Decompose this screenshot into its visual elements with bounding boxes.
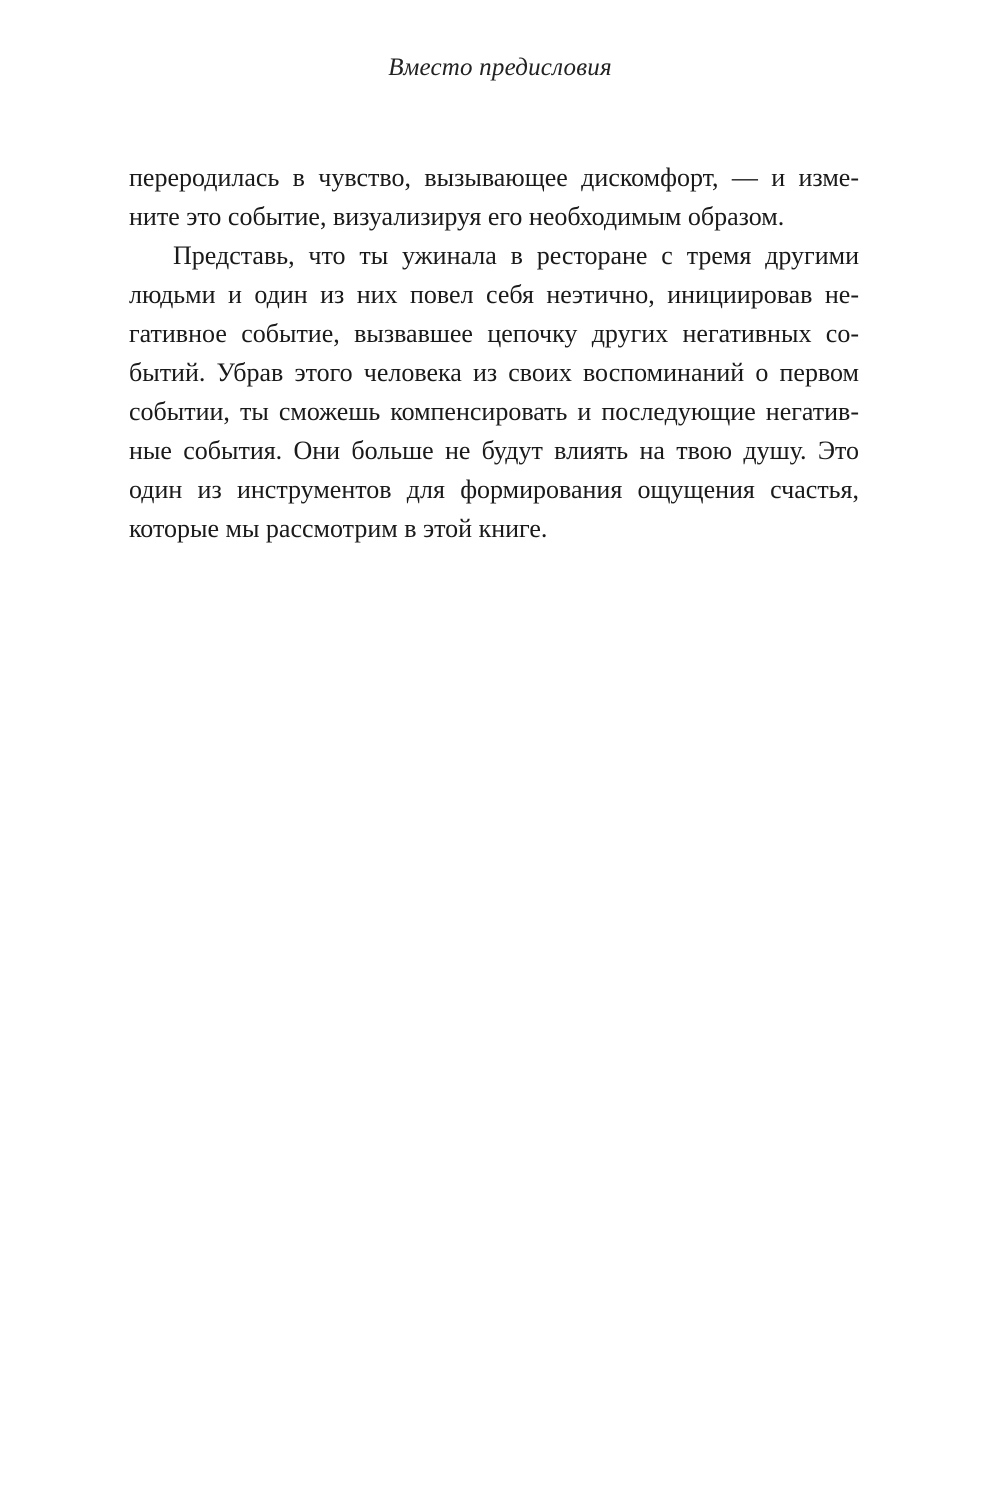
text-line: один из инструментов для формирования ощущения счастья, bbox=[129, 475, 859, 504]
text-line: гативное событие, вызвавшее цепочку других негативных со- bbox=[129, 319, 859, 348]
text-line: ные события. Они больше не будут влиять на твою душу. Это bbox=[129, 436, 859, 465]
text-line: переродилась в чувство, вызывающее дискомфорт, — и изме- bbox=[129, 163, 859, 192]
text-line: бытий. Убрав этого человека из своих воспоминаний о первом bbox=[129, 358, 859, 387]
text-line: которые мы рассмотрим в этой книге. bbox=[129, 514, 548, 543]
text-line: событии, ты сможешь компенсировать и последующие негатив- bbox=[129, 397, 859, 426]
running-head-title: Вместо предисловия bbox=[388, 54, 612, 81]
text-line: ните это событие, визуализируя его необходимым образом. bbox=[129, 202, 785, 231]
text-line: людьми и один из них повел себя неэтично, инициировав не- bbox=[129, 280, 859, 309]
paragraph-first-line: Представь, что ты ужинала в ресторане с тремя другими bbox=[173, 241, 859, 270]
body-text bbox=[129, 158, 859, 548]
